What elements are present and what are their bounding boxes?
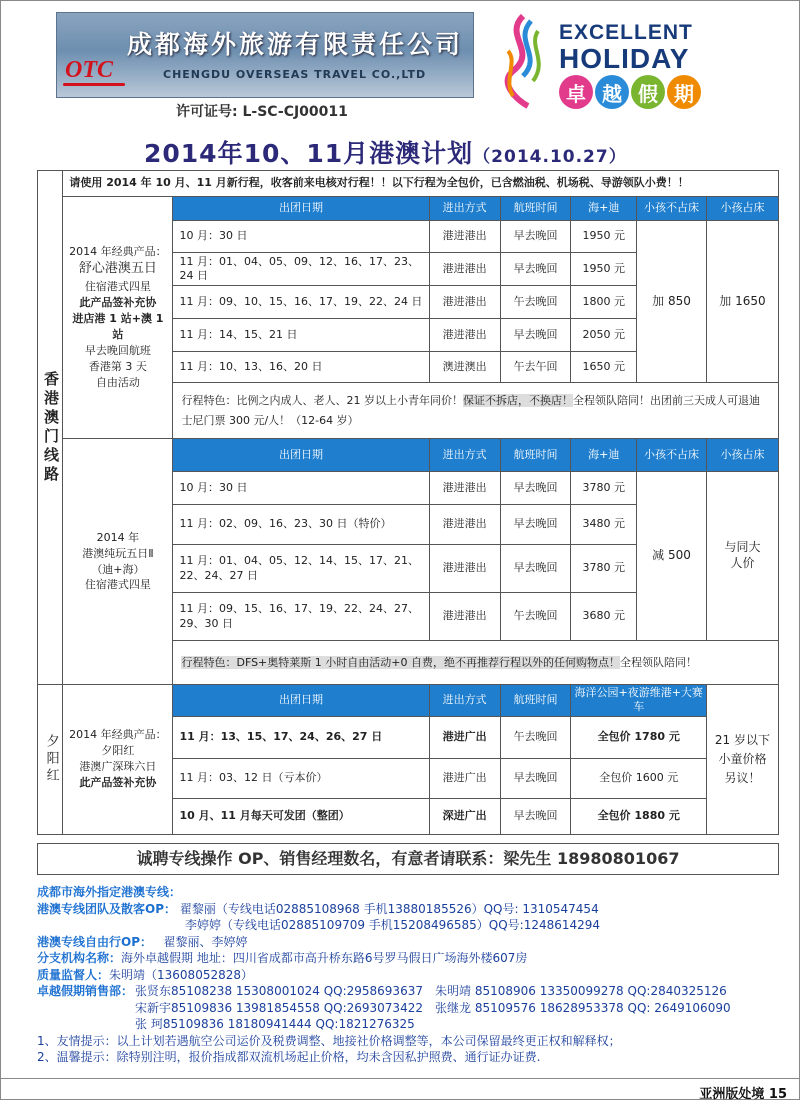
- col-header-child-bed: 小孩占床: [706, 439, 778, 472]
- designated-label: 成都市海外指定港澳专线：: [37, 885, 182, 899]
- branch-label: 分支机构名称：: [37, 951, 122, 965]
- brand-line2: HOLIDAY: [559, 43, 690, 74]
- itinerary-table: [37, 170, 779, 835]
- row-flight: 早去晚回: [500, 545, 571, 593]
- title-date: （2014.10.27）: [473, 147, 627, 167]
- product1-line: 自由活动: [95, 375, 140, 389]
- row-price: 3680 元: [571, 593, 637, 641]
- row-date: 11 月：01、04、05、12、14、15、17、21、22、24、27 日: [173, 545, 429, 593]
- row-route: 港进广出: [429, 758, 500, 798]
- row-flight: 早去晚回: [500, 319, 571, 352]
- product3-info: [63, 685, 173, 835]
- product1-info: [63, 197, 173, 439]
- row-date: 11 月：01、04、05、09、12、16、17、23、24 日: [173, 253, 429, 286]
- row-date: 10 月：30 日: [173, 221, 429, 253]
- row-flight: 早去晚回: [500, 472, 571, 505]
- brand-char: 越: [595, 75, 629, 109]
- sales-contact: 张贤东85108238 15308001024 QQ:2958693637: [135, 984, 423, 998]
- product1-line: 2014 年经典产品：: [69, 245, 167, 259]
- otc-logo-swoosh-icon: [63, 83, 125, 86]
- recruitment-banner: 诚聘专线操作 OP、销售经理数名，有意者请联系：梁先生 18980801067: [37, 843, 779, 875]
- row-flight: 早去晚回: [500, 505, 571, 545]
- branch-value: 海外卓越假期 地址：四川省成都市高升桥东路6号罗马假日广场海外楼607房: [121, 951, 528, 965]
- product1-line: 早去晚回航班: [84, 343, 151, 357]
- row-price: 全包价 1780 元: [571, 716, 706, 758]
- otc-logo: [61, 57, 131, 91]
- section-label-sunset: 夕阳红: [38, 685, 63, 835]
- row-route: 港进广出: [429, 716, 500, 758]
- row-flight: 早去晚回: [500, 221, 571, 253]
- row-flight: 午去晚回: [500, 286, 571, 319]
- row-route: 港进港出: [429, 286, 500, 319]
- sales-contact: 张 珂85109836 18180941444 QQ:1821276325: [135, 1017, 415, 1031]
- brand-char: 卓: [559, 75, 593, 109]
- col-header-flight: 航班时间: [500, 439, 571, 472]
- col-header-price: 海+迪: [571, 439, 637, 472]
- feature-text: 全程领队陪同！出团前三天成人可退迪士尼门票 300 元/人！（12-64 岁）: [181, 393, 760, 427]
- row-date: 10 月：30 日: [173, 472, 429, 505]
- product1-bold-line: 此产品签补充协: [79, 296, 157, 310]
- col-header-child-no-bed: 小孩不占床: [637, 197, 707, 221]
- col-header-package: 海洋公园+夜游维港+大赛车: [571, 685, 706, 717]
- row-flight: 早去晚回: [500, 758, 571, 798]
- company-banner: [56, 12, 474, 98]
- feature-text: 行程特色：比例之内成人、老人、21 岁以上小青年同价！: [181, 393, 463, 407]
- row-route: 澳进澳出: [429, 352, 500, 383]
- team-op-label: 港澳专线团队及散客OP：: [37, 901, 176, 916]
- col-header-child-bed: 小孩占床: [706, 197, 778, 221]
- row-price: 1650 元: [571, 352, 637, 383]
- page-footer: 亚洲版处境 15: [699, 1087, 787, 1100]
- product2-line: 住宿港式四星: [84, 578, 151, 592]
- product2-line: 2014 年: [96, 530, 140, 544]
- child-no-bed-price: 加 850: [637, 221, 707, 383]
- col-header-date: 出团日期: [173, 439, 429, 472]
- license-number: 许可证号: L-SC-CJ00011: [176, 104, 348, 120]
- row-route: 港进港出: [429, 319, 500, 352]
- col-header-price: 海+迪: [571, 197, 637, 221]
- row-price: 3780 元: [571, 472, 637, 505]
- row-date: 11 月：03、12 日（亏本价）: [173, 758, 429, 798]
- col-header-route: 进出方式: [429, 439, 500, 472]
- child-bed-price: 与同大人价: [706, 472, 778, 641]
- row-date: 11 月：13、15、17、24、26、27 日: [173, 716, 429, 758]
- tip-line: 2、温馨提示：除特别注明，报价指成都双流机场起止价格，均未含因私护照费、通行证办证费.: [37, 1050, 541, 1064]
- sales-label: 卓越假期销售部：: [37, 984, 134, 998]
- product2-name: 港澳纯玩五日Ⅱ: [82, 546, 154, 560]
- col-header-child-no-bed: 小孩不占床: [637, 439, 707, 472]
- swirl-logo-icon: [493, 11, 553, 111]
- team-op-line1: 翟黎丽（专线电话02885108968 手机13880185526）QQ号: 1310547454: [179, 901, 599, 916]
- brand-line1: EXCELLENT: [559, 21, 693, 44]
- feature-highlight: 行程特色：DFS+奥特莱斯 1 小时自由活动+0 自费，绝不再推荐行程以外的任何购物点！: [181, 655, 620, 669]
- row-route: 港进港出: [429, 545, 500, 593]
- feature-text: 全程领队陪同！: [619, 655, 697, 669]
- row-flight: 早去晚回: [500, 253, 571, 286]
- quality-value: 朱明靖（13608052828）: [109, 967, 253, 982]
- row-flight: 午去晚回: [500, 593, 571, 641]
- row-date: 11 月：09、15、16、17、19、22、24、27、29、30 日: [173, 593, 429, 641]
- row-route: 港进港出: [429, 593, 500, 641]
- product3-line: 港澳广深珠六日: [79, 760, 157, 774]
- page-title: [144, 134, 627, 170]
- brand-char: 期: [667, 75, 701, 109]
- row-price: 全包价 1880 元: [571, 798, 706, 834]
- row-route: 港进港出: [429, 253, 500, 286]
- row-price: 2050 元: [571, 319, 637, 352]
- col-header-date: 出团日期: [173, 197, 429, 221]
- product1-bold-line: 进店港 1 站+澳 1 站: [72, 311, 164, 341]
- product2-info: [63, 439, 173, 685]
- row-flight: 午去午回: [500, 352, 571, 383]
- product1-features: [173, 383, 779, 439]
- row-route: 港进港出: [429, 221, 500, 253]
- row-price: 全包价 1600 元: [571, 758, 706, 798]
- row-price: 3480 元: [571, 505, 637, 545]
- col-header-flight: 航班时间: [500, 685, 571, 717]
- notice-text: 请使用 2014 年 10 月、11 月新行程，收客前来电核对行程！！以下行程为全包价，已含燃油税、机场税、导游领队小费！！: [63, 171, 779, 197]
- col-header-flight: 航班时间: [500, 197, 571, 221]
- quality-label: 质量监督人：: [37, 967, 110, 982]
- row-date: 11 月：09、10、15、16、17、19、22、24 日: [173, 286, 429, 319]
- product1-line: 住宿港式四星: [84, 280, 151, 294]
- row-price: 1950 元: [571, 253, 637, 286]
- free-op-label: 港澳专线自由行OP：: [37, 934, 152, 949]
- col-header-date: 出团日期: [173, 685, 429, 717]
- title-main: 2014年10、11月港澳计划: [144, 139, 474, 168]
- otc-logo-text: OTC: [65, 57, 113, 83]
- child-bed-price: 加 1650: [706, 221, 778, 383]
- company-name-cn: 成都海外旅游有限责任公司: [127, 30, 464, 59]
- row-flight: 早去晚回: [500, 798, 571, 834]
- col-header-route: 进出方式: [429, 685, 500, 717]
- row-price: 1950 元: [571, 221, 637, 253]
- row-date: 11 月：14、15、21 日: [173, 319, 429, 352]
- row-route: 深进广出: [429, 798, 500, 834]
- sales-contact: 朱明靖 85108906 13350099278 QQ:2840325126: [435, 984, 727, 998]
- sales-contact: 张继龙 85109576 18628953378 QQ: 2649106090: [435, 1000, 731, 1015]
- product3-bold-line: 此产品签补充协: [79, 776, 157, 790]
- product3-child-note: 21 岁以下小童价格另议！: [706, 685, 778, 835]
- product1-name: 舒心港澳五日: [78, 261, 157, 277]
- footer-divider: [1, 1078, 800, 1079]
- row-price: 3780 元: [571, 545, 637, 593]
- product3-line: 2014 年经典产品：: [69, 728, 167, 742]
- row-route: 港进港出: [429, 472, 500, 505]
- sales-contact: 宋新宇85109836 13981854558 QQ:2693073422: [135, 1000, 423, 1015]
- tip-line: 1、友情提示：以上计划若遇航空公司运价及税费调整、地接社价格调整等，本公司保留最终更正权和解释权；: [37, 1033, 621, 1048]
- feature-highlight: 保证不拆店，不换店！: [462, 393, 573, 407]
- child-no-bed-price: 减 500: [637, 472, 707, 641]
- product2-features: [173, 641, 779, 685]
- product2-line: （迪+海）: [91, 562, 145, 576]
- team-op-line2: 李婷婷（专线电话02885109709 手机15208496585）QQ号:1248614294: [185, 918, 601, 932]
- product1-line: 香港第 3 天: [88, 359, 147, 373]
- col-header-route: 进出方式: [429, 197, 500, 221]
- product3-name: 夕阳红: [101, 744, 135, 758]
- row-flight: 午去晚回: [500, 716, 571, 758]
- row-route: 港进港出: [429, 505, 500, 545]
- contact-section: [37, 884, 787, 1066]
- row-date: 10 月、11 月每天可发团（整团）: [173, 798, 429, 834]
- brand-char: 假: [631, 75, 665, 109]
- free-op-value: 翟黎丽、李婷婷: [163, 934, 248, 949]
- row-date: 11 月：10、13、16、20 日: [173, 352, 429, 383]
- excellent-holiday-logo: [491, 11, 791, 111]
- brand-cn-circles: [559, 75, 701, 109]
- row-price: 1800 元: [571, 286, 637, 319]
- row-date: 11 月：02、09、16、23、30 日（特价）: [173, 505, 429, 545]
- company-name-en: CHENGDU OVERSEAS TRAVEL CO.,LTD: [163, 68, 427, 81]
- section-label-hk-macau: 香港澳门线路: [38, 171, 63, 685]
